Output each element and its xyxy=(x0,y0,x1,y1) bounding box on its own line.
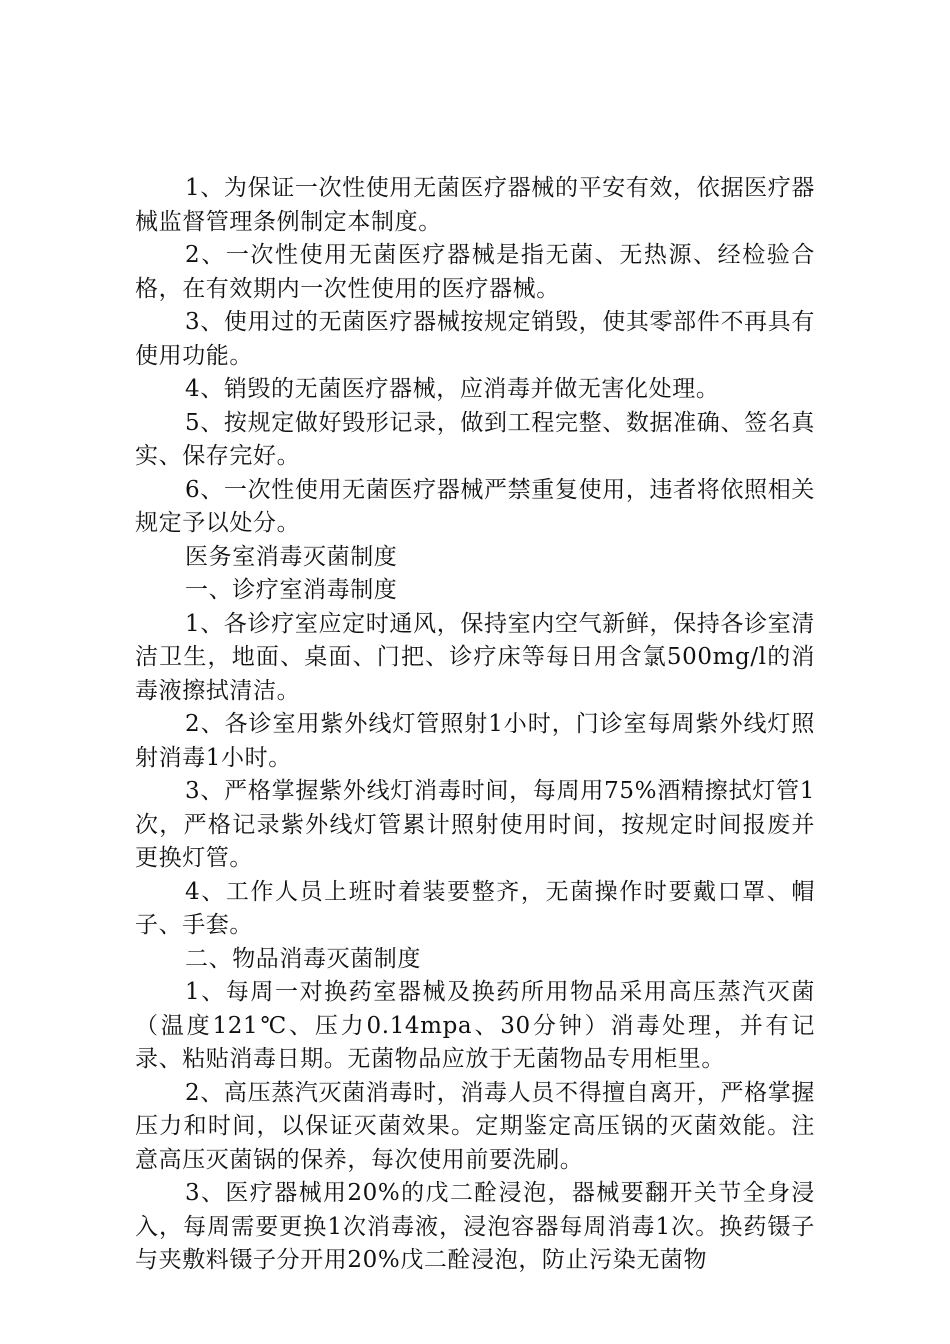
subsection-title-1: 一、诊疗室消毒制度 xyxy=(185,577,398,603)
para-1: 1、为保证一次性使用无菌医疗器械的平安有效，依据医疗器械监督管理条例制定本制度。 xyxy=(135,175,815,235)
para-5: 5、按规定做好毁形记录，做到工程完整、数据准确、签名真实、保存完好。 xyxy=(135,409,815,469)
para-11: 1、每周一对换药室器械及换药所用物品采用高压蒸汽灭菌（温度121℃、压力0.14mpa、30分钟）消毒处理，并有记录、粘贴消毒日期。无菌物品应放于无菌物品专用柜里。 xyxy=(135,979,815,1072)
para-3: 3、使用过的无菌医疗器械按规定销毁，使其零部件不再具有使用功能。 xyxy=(135,309,815,369)
para-12: 2、高压蒸汽灭菌消毒时，消毒人员不得擅自离开，严格掌握压力和时间，以保证灭菌效果。定期鉴定高压锅的灭菌效能。注意高压灭菌锅的保养，每次使用前要洗刷。 xyxy=(135,1079,815,1173)
document-body xyxy=(135,172,815,1278)
para-9: 3、严格掌握紫外线灯消毒时间，每周用75%酒精擦拭灯管1次，严格记录紫外线灯管累计照射使用时间，按规定时间报废并更换灯管。 xyxy=(135,778,815,871)
para-13: 3、医疗器械用20%的戊二酫浸泡，器械要翻开关节全身浸入，每周需要更换1次消毒液，浸泡容器每周消毒1次。换药镊子与夹敷料镊子分开用20%戊二酫浸泡，防止污染无菌物 xyxy=(135,1180,815,1273)
para-7: 1、各诊疗室应定时通风，保持室内空气新鲜，保持各诊室清洁卫生，地面、桌面、门把、诊疗床等每日用含氯500mg/l的消毒液擦拭清洁。 xyxy=(135,610,815,704)
section-title: 医务室消毒灭菌制度 xyxy=(185,543,398,570)
para-10: 4、工作人员上班时着装要整齐，无菌操作时要戴口罩、帽子、手套。 xyxy=(135,878,815,938)
para-4: 4、销毁的无菌医疗器械，应消毒并做无害化处理。 xyxy=(185,376,720,402)
para-8: 2、各诊室用紫外线灯管照射1小时，门诊室每周紫外线灯照射消毒1小时。 xyxy=(135,711,815,771)
para-2: 2、一次性使用无菌医疗器械是指无菌、无热源、经检验合格，在有效期内一次性使用的医疗器械。 xyxy=(135,242,815,302)
para-6: 6、一次性使用无菌医疗器械严禁重复使用，违者将依照相关规定予以处分。 xyxy=(135,476,815,536)
subsection-title-2: 二、物品消毒灭菌制度 xyxy=(185,945,421,972)
